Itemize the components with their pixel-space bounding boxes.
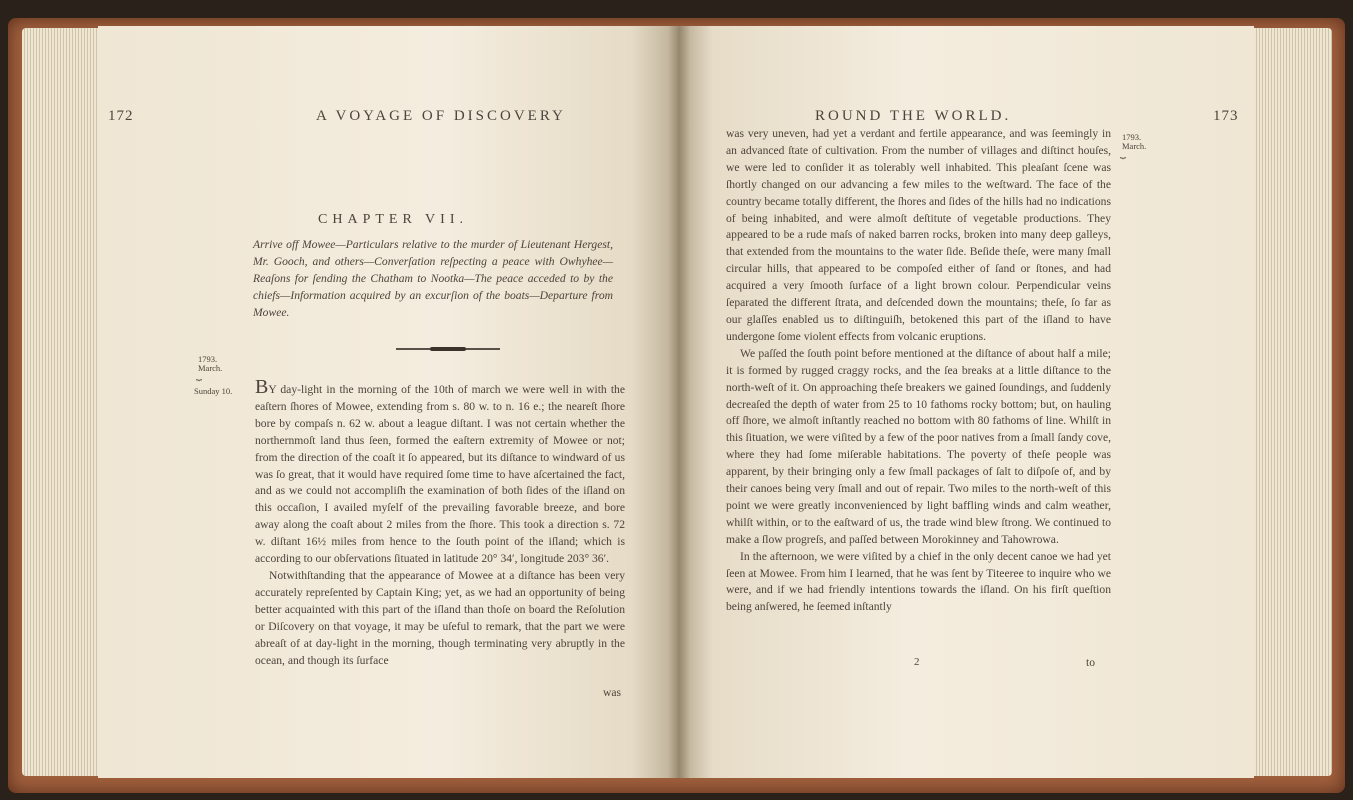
paragraph-1: Y day-light in the morning of the 10th of march we were well in with the eaſtern ſhores of Mowee, extending from s. 80 w. to n. 16 e.; the neareſt ſhore bore by compaſs n. 62 w. about a league diſtant. I was not certain whether the northernmoſt land thus ſeen, formed the eaſtern extremity of Mowee or not; from the direction of the coaſt it ſo appeared, but its diſtance to windward of us was ſo great, that it would have required ſome time to have aſcertained the fact, and as we could not accompliſh the examination of both ſides of the iſland on this occaſion, I availed myſelf of the prevailing favorable breeze, and bore away along the coaſt about 2 miles from the ſhore. This took a direction s. 72 w. diſtant 16½ miles from hence to the ſouth point of the iſland; which is according to our obſervations ſituated in latitude 20° 34′, longitude 203° 36′. [255,383,625,566]
left-body-text [255,376,625,669]
book-gutter [668,26,690,778]
running-head-left: A VOYAGE OF DISCOVERY [316,108,566,124]
page-edges-left [22,28,102,776]
margin-month-left: March. [198,363,223,373]
chapter-summary: Arrive off Mowee—Particulars relative to the murder of Lieutenant Hergest, Mr. Gooch, and others—Converſation reſpecting a peace with Owhyhee—Reaſons for ſending the Chatham to Nootka—The peace acceded to by the chiefs—Information acquired by an excurſion of the boats—Departure from Mowee. [253,238,613,319]
paragraph-3: In the afternoon, we were viſited by a chief in the only decent canoe we had yet ſeen at Mowee. From him I learned, that he was ſent by Titeeree to inquire who we were, and if we had friendly intentions towards the iſland. On his firſt queſtion being anſwered, he ſeemed inſtantly [726,549,1111,614]
right-body-text [726,126,1111,616]
ornamental-rule [396,348,500,350]
signature-mark: 2 [914,656,920,668]
catchword-left: was [603,686,622,699]
margin-month-right: March. [1122,141,1147,151]
paragraph-2: We paſſed the ſouth point before mentioned at the diſtance of about half a mile; it is formed by rugged craggy rocks, and the ſea breaks at a little diſtance to the north-weſt of it. On approaching theſe breakers we gained ſoundings, and ſuddenly decreaſed the depth of water from 25 to 10 fathoms rocky bottom; but, on hauling off ſhore, we almoſt inſtantly reached no bottom with 80 fathoms of line. Whilſt in this ſituation, we were viſited by a few of the poor natives from a ſmall ſandy cove, where they had ſome miſerable habitations. The poverty of theſe people was apparent, by their bringing only a few ſmall packages of ſalt to diſpoſe of, and by their canoes being very ſmall and out of repair. Two miles to the north-weſt of this point we were greatly inconvenienced by light baffling winds and calm weather, whilſt within, or to the eaſtward of us, the trade wind blew ſtrong. We continued to make a ſlow progreſs, and paſſed between Morokinney and Tahowrowa. [726,346,1111,546]
page-edges-right [1250,28,1332,776]
page-number-left: 172 [108,108,134,124]
running-head-right: ROUND THE WORLD. [815,108,1012,124]
margin-day-left: Sunday 10. [194,386,233,396]
margin-brace-left: ⏟ [196,370,202,381]
margin-brace-right: ⏟ [1120,148,1126,159]
paragraph-2: Notwithſtanding that the appearance of Mowee at a diſtance has been very accurately repreſented by Captain King; yet, as we had an opportunity of being better acquainted with this part of the iſland than thoſe on board the Reſolution or Diſcovery on that voyage, it may be uſeful to remark, that the part we were abreaſt of at day-light in the morning, though terminating very abruptly in the ocean, and though its ſurface [255,568,625,667]
paragraph-1: was very uneven, had yet a verdant and fertile appearance, and was ſeemingly in an advanced ſtate of cultivation. From the number of villages and diſtinct houſes, we were led to conſider it as tolerably well inhabited. This pleaſant ſcene was ſhortly changed on our advancing a few miles to the weſtward. The face of the country became totally different, the ſhores and ſides of the hills had no indications of being inhabited, and were almoſt deſtitute of vegetable productions. They appeared to be a rude maſs of naked barren rocks, broken into many deep galleys, that extended from the mountains to the water ſide. Beſide theſe, were many ſmall circular hills, that appeared to be compoſed either of ſand or ſtones, and had acquired a very ſmooth ſurface of a light brown colour. Perpendicular veins ſeparated the different ſtrata, and deſcended down the mountains; theſe, ſo far as our glaſſes enabled us to diſtinguiſh, betokened this part of the iſland to have undergone ſome violent effects from volcanic eruptions. [726,127,1111,343]
drop-cap: B [255,376,269,398]
left-page [98,26,678,778]
right-page [678,26,1254,778]
chapter-title: CHAPTER VII. [318,212,468,227]
page-number-right: 173 [1213,108,1239,124]
margin-year-right: 1793. [1122,132,1142,142]
catchword-right: to [1086,656,1096,669]
margin-year-left: 1793. [198,354,218,364]
